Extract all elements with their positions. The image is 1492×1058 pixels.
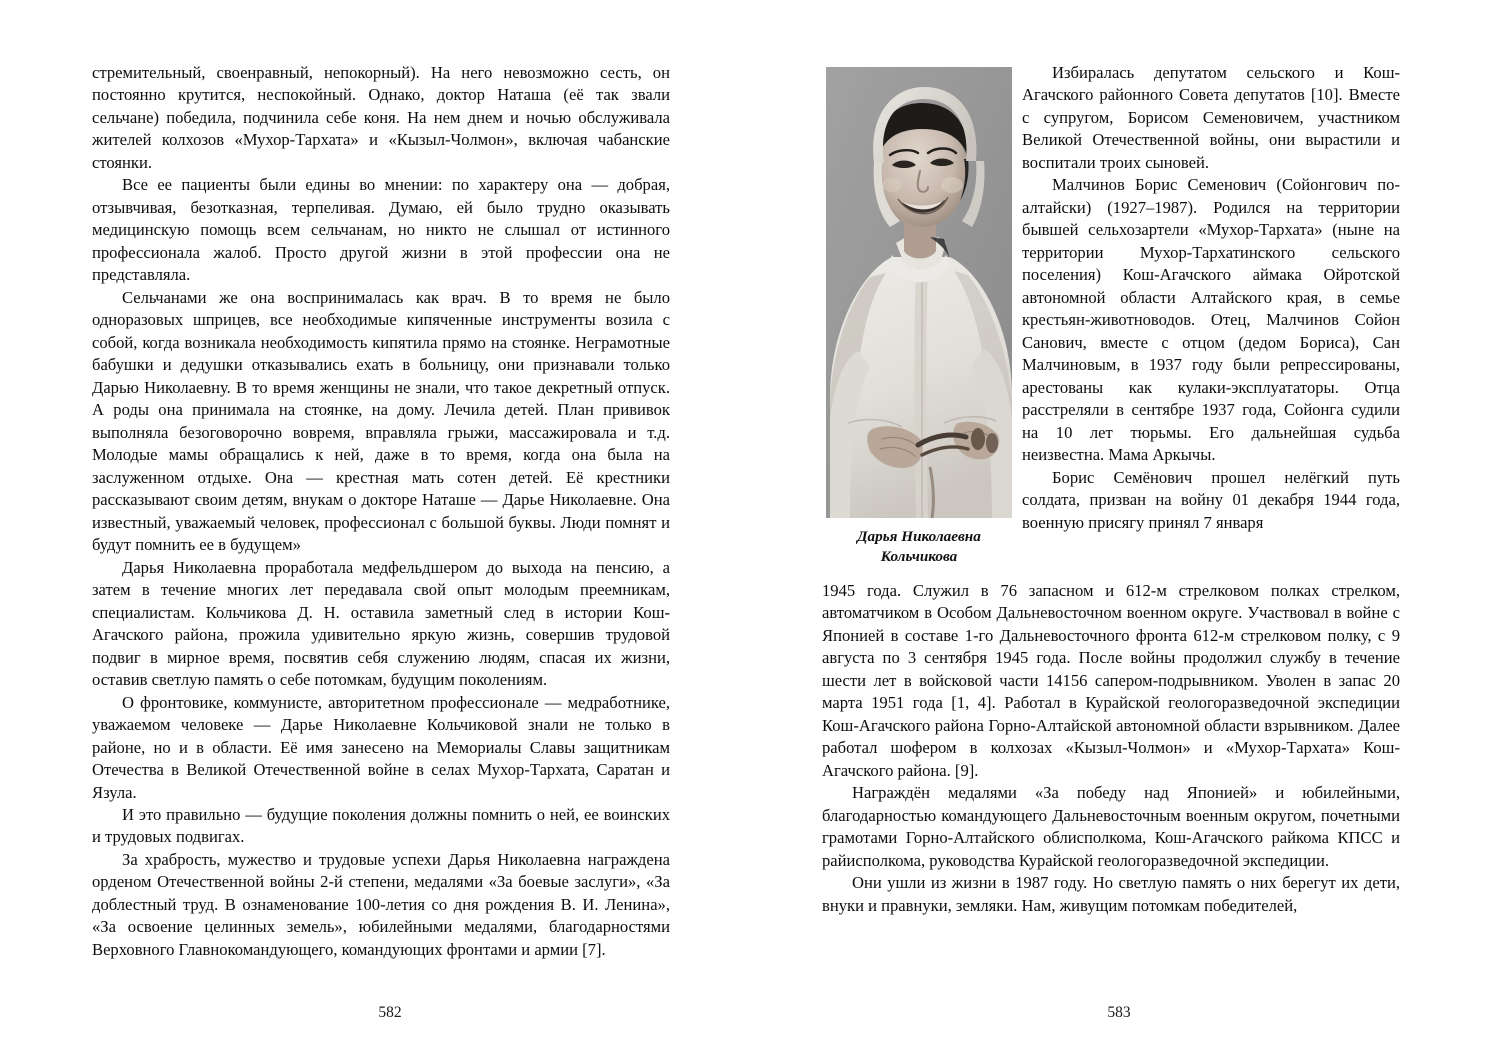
right-column-text <box>1022 62 1400 534</box>
paragraph: Награждён медалями «За победу над Японией» и юбилейными, благодарностью командующего Дальневосточным военным округом, почетными грамотами Горно-Алтайского облисполкома, Кош-Агачского райкома КПСС и райисполкома, руководства Курайской геологоразведочной экспедиции. <box>822 783 1400 870</box>
paragraph: 1945 года. Служил в 76 запасном и 612-м стрелковом полках стрелком, автоматчиком в Особом Дальневосточном военном округе. Участвовал в войне с Японией в составе 1-го Дальневосточного фронта 612-м стрелковом полку, с 9 августа по 3 сентября 1945 года. После войны продолжил службу в течение шести лет в войсковой части 14156 сапером-подрывником. Уволен в запас 20 марта 1951 года [1, 4]. Работал в Курайской геологоразведочной экспедиции Кош-Агачского района Горно-Алтайской автономной области взрывником. Далее работал шофером в колхозах «Кызыл-Чолмон» и «Мухор-Тархата» Кош-Агачского района. [9]. <box>822 581 1400 780</box>
paragraph: И это правильно — будущие поколения должны помнить о ней, ее воинских и трудовых подвигах. <box>92 804 670 847</box>
photo-caption-line-1: Дарья Николаевна <box>857 528 981 545</box>
portrait-photograph <box>826 67 1012 518</box>
left-column-text <box>92 62 670 961</box>
paragraph: стремительный, своенравный, непокорный). На него невозможно сесть, он постоянно крутится, неспокойный. Однако, доктор Наташа (её так звали сельчане) победила, подчинила себе коня. На нем днем и ночью обслуживала жителей колхозов «Мухор-Тархата» и «Кызыл-Чолмон», включая чабанские стоянки. <box>92 63 670 172</box>
paragraph: Малчинов Борис Семенович (Сойонгович по-алтайски) (1927–1987). Родился на территории бывшей сельхозартели «Мухор-Тархата» (ныне на территории Мухор-Тархатинского сельского поселения) Кош-Агачского аймака Ойротской автономной области Алтайского края, в семье крестьян-животноводов. Отец, Малчинов Сойон Санович, вместе с отцом (дедом Бориса), Сан Малчиновым, в 1937 году были репрессированы, арестованы как кулаки-эксплуататоры. Отца расстреляли в сентябре 1937 года, Сойонга судили на 10 лет тюрьмы. Его дальнейшая судьба неизвестна. Мама Аркычы. <box>1022 175 1400 465</box>
photo-caption-line-2: Кольчикова <box>880 547 958 565</box>
paragraph: Сельчанами же она воспринималась как врач. В то время не было одноразовых шприцев, все необходимые кипяченные инструменты возила с собой, когда возникала необходимость кипятила прямо на стоянке. Неграмотные бабушки и дедушки отказывались ехать в больницу, они признавали только Дарью Николаевну. В то время женщины не знали, что такое декретный отпуск. А роды она принимала на стоянке, на дому. Лечила детей. План прививок выполняла безоговорочно вовремя, вправляла грыжи, массажировала и т.д. Молодые мамы обращались к ней, даже в то время, когда она была на заслуженном отдыхе. Она — крестная мать сотен детей. Её крестники рассказывают своим детям, внукам о докторе Наташе — Дарье Николаевне. Она известный, уважаемый человек, профессионал с большой буквы. Люди помнят и будут помнить ее в будущем» <box>92 287 670 555</box>
paragraph: О фронтовике, коммунисте, авторитетном профессионале — медработнике, уважаемом человеке — Дарье Николаевне Кольчиковой знали не только в районе, но и в области. Её имя занесено на Мемориалы Славы защитникам Отечества в Великой Отечественной войне в селах Мухор-Тархата, Саратан и Язула. <box>92 692 670 802</box>
right-fullwidth-text <box>822 580 1400 917</box>
paragraph: Дарья Николаевна проработала медфельдшером до выхода на пенсию, а затем в течение многих лет передавала свой опыт молодым преемникам, специалистам. Кольчикова Д. Н. оставила заметный след в истории Кош-Агачского района, прожила удивительно яркую жизнь, совершив трудовой подвиг в мирное время, посвятив себя служению людям, спасая их жизни, оставив светлую память о себе потомкам, будущим поколениям. <box>92 557 670 690</box>
paragraph: За храбрость, мужество и трудовые успехи Дарья Николаевна награждена орденом Отечественной войны 2-й степени, медалями «За боевые заслуги», «За доблестный труд. В ознаменование 100-летия со дня рождения В. И. Ленина», «За освоение целинных земель», юбилейными медалями, благодарностями Верховного Главнокомандующего, командующих фронтами и армии [7]. <box>92 849 670 959</box>
photo-figure <box>826 67 1012 566</box>
page-number-left: 582 <box>378 1004 402 1021</box>
paragraph: Избиралась депутатом сельского и Кош-Агачского районного Совета депутатов [10]. Вместе с супругом, Борисом Семеновичем, участником Великой Отечественной войны, они вырастили и воспитали троих сыновей. <box>1022 63 1400 172</box>
photo-caption <box>826 527 1012 566</box>
paragraph: Они ушли из жизни в 1987 году. Но светлую память о них берегут их дети, внуки и правнуки, земляки. Нам, живущим потомкам победителей, <box>822 873 1400 915</box>
page-number-right: 583 <box>1107 1004 1131 1021</box>
paragraph: Борис Семёнович прошел нелёгкий путь солдата, призван на войну 01 декабря 1944 года, военную присягу принял 7 января <box>1022 467 1400 532</box>
paragraph: Все ее пациенты были едины во мнении: по характеру она — добрая, отзывчивая, безотказная, терпеливая. Думаю, ей было трудно оказывать медицинскую помощь всем сельчанам, но никто не слышал от истинного профессионала жалоб. Просто другой жизни в этой профессии она не представляла. <box>92 175 670 285</box>
